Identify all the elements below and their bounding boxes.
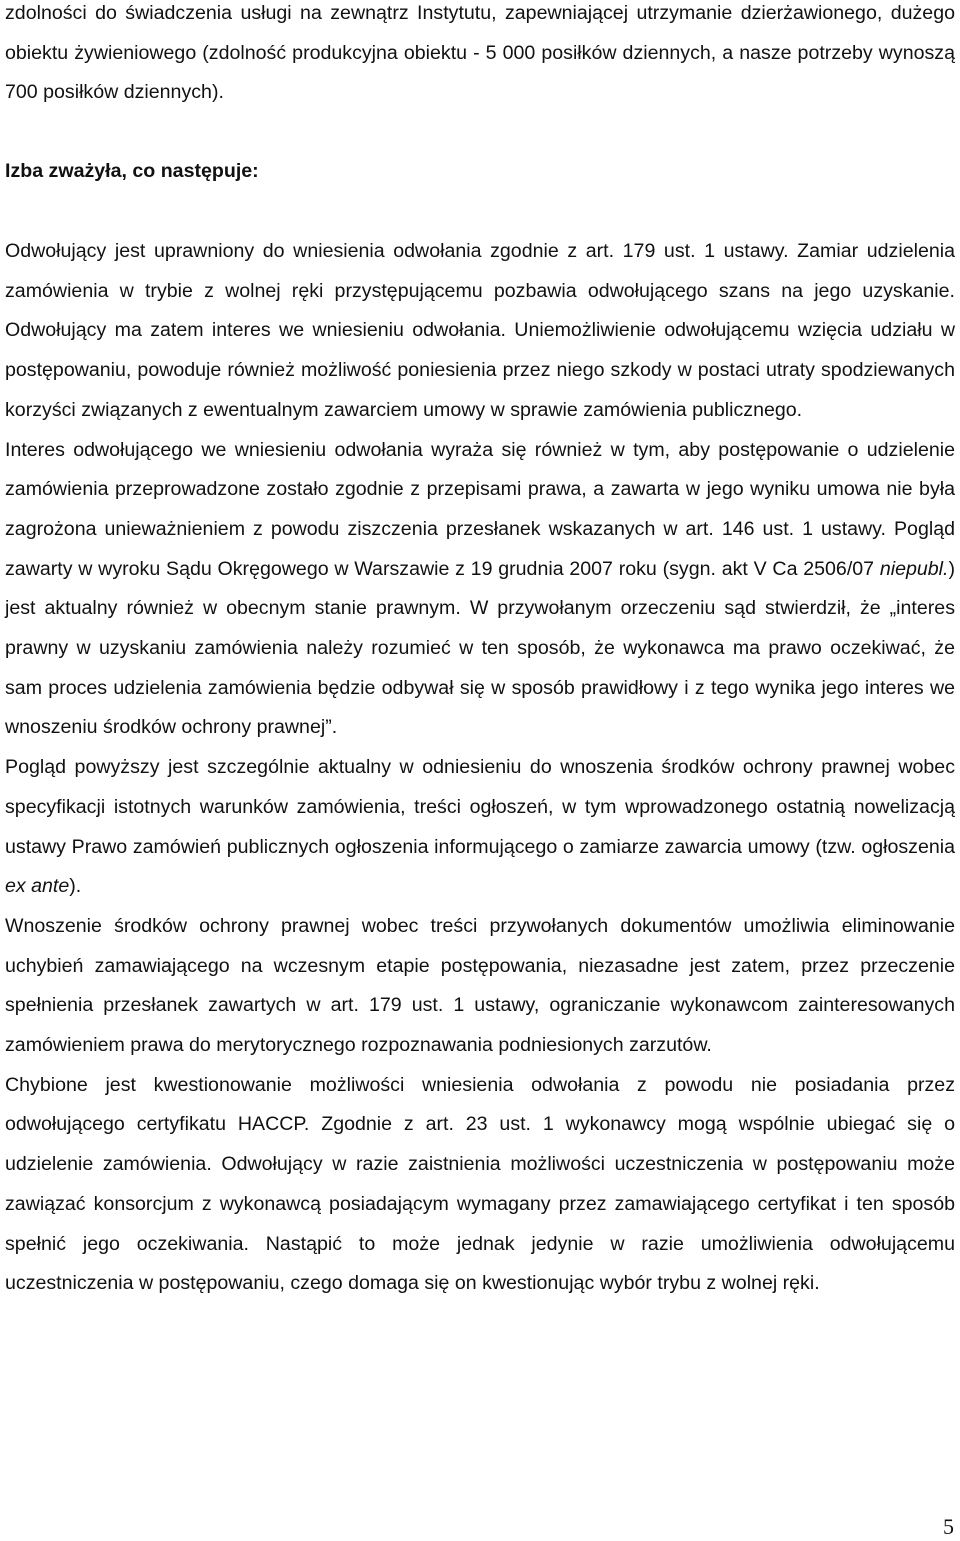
section-heading-text: Izba zważyła, co następuje:	[5, 160, 259, 182]
paragraph-intro	[5, 0, 955, 113]
paragraph-early-stage: Wnoszenie środków ochrony prawnej wobec treści przywołanych dokumentów umożliwia eliminowanie uchybień zamawiającego na wczesnym etapie postępowania, niezasadne jest zatem, przez przeczenie spełnienia przesłanek zawartych w art. 179 ust. 1 ustawy, ograniczanie wykonawcom zainteresowanych zamówieniem prawa do merytorycznego rozpoznawania podniesionych zarzutów.	[5, 914, 955, 1057]
paragraph-legal-remedies	[5, 748, 955, 907]
paragraph-legal-remedies-text-b: ).	[69, 875, 82, 898]
paragraph-legal-remedies-text-a: Pogląd powyższy jest szczególnie aktualny w odniesieniu do wnoszenia środków ochrony prawnej wobec specyfikacji istotnych warunków zamówienia, treści ogłoszeń, w tym wprowadzonego ostatnią nowelizacją ustawy Prawo zamówień publicznych ogłoszenia informującego o zamiarze zawarcia umowy (tzw. ogłoszenia	[5, 756, 955, 858]
paragraph-court-view-italic: niepubl.	[879, 557, 949, 580]
paragraph-haccp: Chybione jest kwestionowanie możliwości wniesienia odwołania z powodu nie posiadania przez odwołującego certyfikatu HACCP. Zgodnie z art. 23 ust. 1 wykonawcy mogą wspólnie ubiegać się o udzielenie zamówienia. Odwołujący w razie zaistnienia możliwości uczestniczenia w postępowaniu może zawiązać konsorcjum z wykonawcą posiadającym wymagany przez zamawiającego certyfikat i ten sposób spełnić jego oczekiwania. Nastąpić to może jednak jedynie w razie umożliwienia odwołującemu uczestniczenia w postępowaniu, czego domaga się on kwestionując wybór trybu z wolnej ręki.	[5, 1073, 955, 1295]
body-paragraphs	[5, 232, 955, 1304]
paragraph-court-view	[5, 431, 955, 749]
section-heading	[5, 152, 955, 192]
paragraph-intro-text: zdolności do świadczenia usługi na zewnątrz Instytutu, zapewniającej utrzymanie dzierżawionego, dużego obiektu żywieniowego (zdolność produkcyjna obiektu - 5 000 posiłków dziennych, a nasze potrzeby wynoszą 700 posiłków dziennych).	[5, 2, 955, 104]
paragraph-court-view-text-b: ) jest aktualny również w obecnym stanie prawnym. W przywołanym orzeczeniu sąd stwierdził, że „interes prawny w uzyskaniu zamówienia należy rozumieć w ten sposób, że wykonawca ma prawo oczekiwać, że sam proces udzielenia zamówienia będzie odbywał się w sposób prawidłowy i z tego wynika jego interes we wnoszeniu środków ochrony prawnej”.	[5, 557, 955, 739]
page-number: 5	[943, 1514, 954, 1539]
paragraph-court-view-text-a: Interes odwołującego we wniesieniu odwołania wyraża się również w tym, aby postępowanie o udzielenie zamówienia przeprowadzone zostało zgodnie z przepisami prawa, a zawarta w jego wyniku umowa nie była zagrożona unieważnieniem z powodu ziszczenia przesłanek wskazanych w art. 146 ust. 1 ustawy. Pogląd zawarty w wyroku Sądu Okręgowego w Warszawie z 19 grudnia 2007 roku (sygn. akt V Ca 2506/07	[5, 438, 955, 580]
paragraph-interest: Odwołujący jest uprawniony do wniesienia odwołania zgodnie z art. 179 ust. 1 ustawy. Zamiar udzielenia zamówienia w trybie z wolnej ręki przystępującemu pozbawia odwołującego szans na jego uzyskanie. Odwołujący ma zatem interes we wniesieniu odwołania. Uniemożliwienie odwołującemu wzięcia udziału w postępowaniu, powoduje również możliwość poniesienia przez niego szkody w postaci utraty spodziewanych korzyści związanych z ewentualnym zawarciem umowy w sprawie zamówienia publicznego.	[5, 240, 955, 421]
paragraph-legal-remedies-italic: ex ante	[5, 875, 70, 898]
